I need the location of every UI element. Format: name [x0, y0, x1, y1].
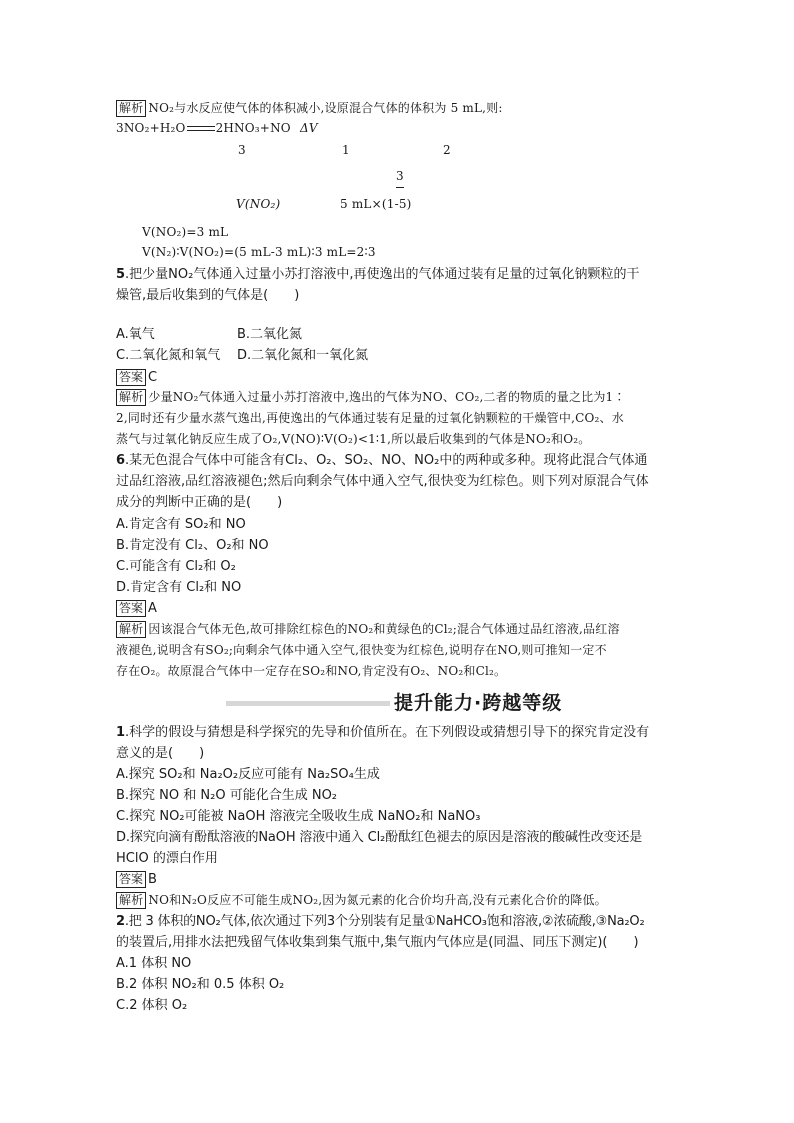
answer-tag: 答案: [116, 369, 146, 386]
equals-sign: [187, 126, 215, 131]
solution-text-3: 存在O₂。故原混合气体中一定存在SO₂和NO,肯定没有O₂、NO₂和Cl₂。: [116, 664, 507, 678]
question-number: 5: [116, 267, 126, 282]
solution-text: 少量NO₂气体通入过量小苏打溶液中,逸出的气体为NO、CO₂,二者的物质的量之比为1∶: [148, 390, 626, 404]
solution-text: NO和N₂O反应不可能生成NO₂,因为氮元素的化合价均升高,没有元素化合价的降低。: [148, 893, 607, 907]
solution-text: 因该混合气体无色,故可排除红棕色的NO₂和黄绿色的Cl₂;混合气体通过品红溶液,品红溶: [148, 622, 620, 636]
problem-1-stem-2: 意义的是( ): [116, 746, 205, 761]
solution-tag: 解析: [116, 621, 146, 638]
solution-line: [116, 890, 607, 910]
option-d-2: HClO 的漂白作用: [116, 851, 218, 866]
equation-left: 3NO₂+H₂O: [116, 121, 186, 135]
option-a: A.探究 SO₂和 Na₂O₂反应可能有 Na₂SO₄生成: [116, 767, 380, 782]
question-5-stem: [116, 264, 639, 285]
solution-text-3: 蒸气与过氧化钠反应生成了O₂,V(NO)∶V(O₂)<1∶1,所以最后收集到的气体是NO₂和O₂。: [116, 432, 591, 446]
question-6-stem: [116, 450, 647, 471]
delta-v: ΔV: [300, 121, 318, 135]
option-d: D.二氧化氮和一氧化氮: [237, 348, 369, 363]
option-c: C.可能含有 Cl₂和 O₂: [116, 559, 236, 574]
question-text: .把 3 体积的NO₂气体,依次通过下列3个分别装有足量①NaHCO₃饱和溶液,②浓硫酸,③Na₂O₂: [124, 914, 645, 929]
solution-line: [116, 387, 626, 407]
fraction-close: ): [406, 197, 412, 211]
option-b: B.二氧化氮: [237, 327, 303, 342]
coef-3: 3: [238, 143, 246, 157]
answer-tag: 答案: [116, 871, 146, 888]
question-6-stem-2: 过品红溶液,品红溶液褪色;然后向剩余气体中通入空气,很快变为红棕色。则下列对原混合气体: [116, 474, 649, 489]
question-text: .把少量NO₂气体通入过量小苏打溶液中,再使逸出的气体通过装有足量的过氧化钠颗粒的干: [125, 267, 640, 282]
answer-value: A: [148, 601, 157, 616]
answer-value: C: [148, 370, 158, 385]
equation-right: 2HNO₃+NO: [215, 121, 291, 135]
option-d: D.肯定含有 Cl₂和 NO: [116, 580, 242, 595]
question-text: .某无色混合气体中可能含有Cl₂、O₂、SO₂、NO、NO₂中的两种或多种。现将此混合气体通: [125, 453, 648, 468]
answer-line: [116, 869, 157, 890]
option-a: A.1 体积 NO: [116, 956, 192, 971]
solution-tag: 解析: [116, 892, 146, 909]
option-c: C.2 体积 O₂: [116, 998, 188, 1013]
solution-text-2: 液褪色,说明含有SO₂;向剩余气体中通入空气,很快变为红棕色,说明存在NO,则可推知一定不: [116, 643, 607, 657]
answer-value: B: [148, 872, 157, 887]
question-5-stem-2: 燥管,最后收集到的气体是( ): [116, 288, 300, 303]
section-title: 提升能力·跨越等级: [394, 692, 563, 714]
solution-text: NO₂与水反应使气体的体积减小,设原混合气体的体积为 5 mL,则:: [148, 101, 503, 115]
option-a: A.氧气: [116, 327, 155, 342]
option-c: C.二氧化氮和氧气: [116, 348, 221, 363]
problem-1-stem: [116, 722, 649, 743]
question-number: 1: [116, 725, 126, 740]
solution-line: [116, 98, 503, 118]
solution-tag: 解析: [116, 100, 146, 117]
problem-2-stem: [116, 911, 644, 932]
option-b: B.2 体积 NO₂和 0.5 体积 O₂: [116, 977, 285, 992]
problem-2-stem-2: 的装置后,用排水法把残留气体收集到集气瓶中,集气瓶内气体应是(同温、同压下测定)( ): [116, 935, 639, 950]
equation-line: [116, 118, 291, 138]
option-d: D.探究向滴有酚酞溶液的NaOH 溶液中通入 Cl₂酚酞红色褪去的原因是溶液的酸碱性改变还是: [116, 830, 643, 845]
solution-tag: 解析: [116, 389, 146, 406]
coef-2: 2: [443, 143, 451, 157]
solution-result-2: V(N₂)∶V(NO₂)=(5 mL-3 mL)∶3 mL=2∶3: [142, 245, 376, 259]
option-b: B.肯定没有 Cl₂、O₂和 NO: [116, 538, 269, 553]
question-number: 2: [116, 914, 125, 929]
fraction-denominator: 5: [398, 197, 407, 211]
option-b: B.探究 NO 和 N₂O 可能化合生成 NO₂: [116, 788, 338, 803]
section-heading-bar: [226, 701, 390, 706]
fraction-numerator: 3: [396, 169, 404, 183]
fraction-bar: [396, 187, 404, 188]
coef-1: 1: [342, 143, 350, 157]
option-a: A.肯定含有 SO₂和 NO: [116, 517, 246, 532]
answer-tag: 答案: [116, 600, 146, 617]
question-text: .科学的假设与猜想是科学探究的先导和价值所在。在下列假设或猜想引导下的探究肯定没有: [125, 725, 650, 740]
option-c: C.探究 NO₂可能被 NaOH 溶液完全吸收生成 NaNO₂和 NaNO₃: [116, 809, 481, 824]
answer-line: [116, 367, 157, 388]
solution-result-1: V(NO₂)=3 mL: [142, 225, 229, 239]
question-6-stem-3: 成分的判断中正确的是( ): [116, 495, 283, 510]
v-no2-label: V(NO₂): [236, 197, 281, 211]
solution-line: [116, 619, 620, 639]
answer-line: [116, 598, 157, 619]
v-expression: [340, 194, 412, 214]
v-expression-text: 5 mL×(1-: [340, 197, 399, 211]
question-number: 6: [116, 453, 126, 468]
solution-text-2: 2,同时还有少量水蒸气逸出,再使逸出的气体通过装有足量的过氧化钠颗粒的干燥管中,CO₂、水: [116, 411, 624, 425]
